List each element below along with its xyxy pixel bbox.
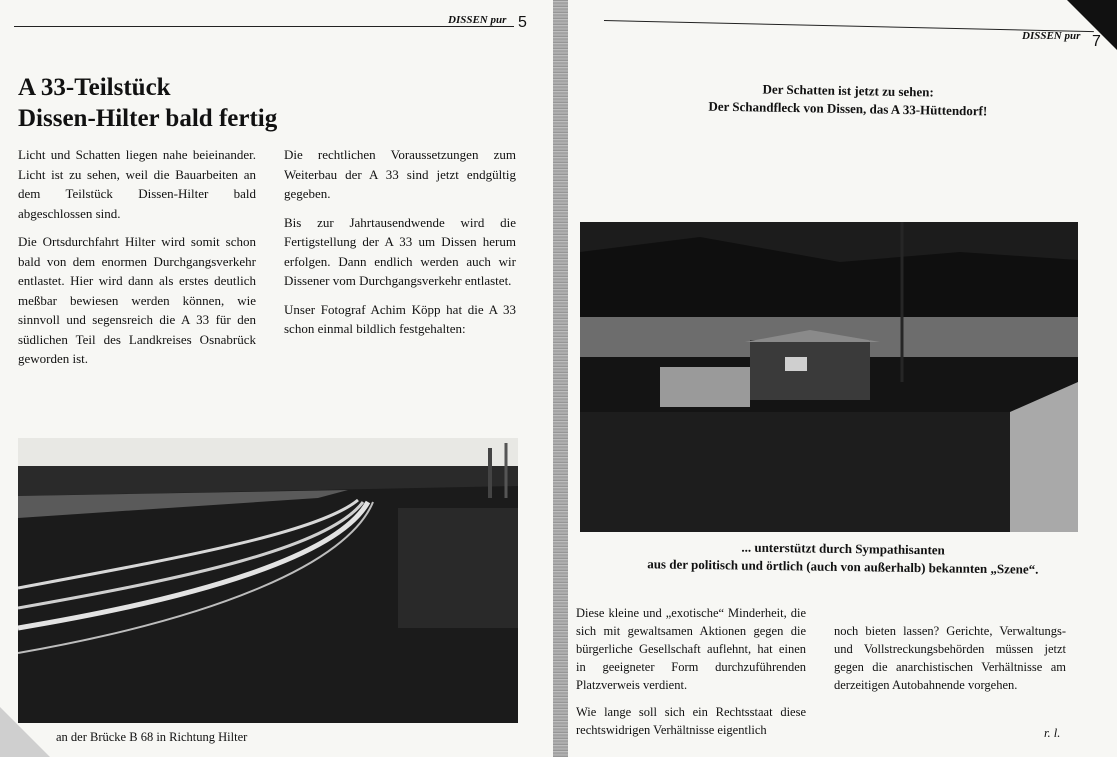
highway-photo [18,438,518,723]
folded-corner [0,707,50,757]
author-signature: r. l. [1044,726,1061,740]
article-column-2 [834,622,1066,703]
torn-corner [1067,0,1117,50]
headline-line-1: A 33-Teilstück [18,74,171,101]
header-logo: DISSEN pur [448,14,507,26]
binding-gutter [553,0,568,757]
article-column-2 [284,145,516,348]
header-rule [604,20,1094,32]
headline [18,72,277,134]
left-page [0,0,553,757]
photo-caption: an der Brücke B 68 in Richtung Hilter [56,730,248,744]
photo-title-line-2: Der Schandfleck von Dissen, das A 33-Hüttendorf! [708,98,988,119]
photo-title [658,79,1039,122]
photo-caption [608,537,1078,580]
right-page [568,0,1117,757]
paragraph: Licht und Schatten liegen nahe beieinander. Licht ist zu sehen, weil die Bauarbeiten an dem Teilstück Dissen-Hilter bald abgeschlossen sind. [18,147,256,221]
paragraph: Unser Fotograf Achim Köpp hat die A 33 schon einmal bildlich festgehalten: [284,301,516,336]
photo-caption-line-2: aus der politisch und örtlich (auch von außerhalb) bekannten „Szene“. [647,556,1039,577]
header-rule [14,26,514,27]
article-column-1 [18,145,256,378]
paragraph: noch bieten lassen? Gerichte, Verwaltungs- und Vollstreckungsbehörden müssen jetzt gegen die anarchistischen Verhältnisse am derzeitigen Autobahnende vorgehen. [834,624,1066,692]
page-number: 5 [518,14,527,31]
paragraph: Diese kleine und „exotische“ Minderheit, die sich mit gewaltsamen Aktionen gegen die bürgerliche Gesellschaft auflehnt, hat einen in geeigneter Form durchzuführenden Platzverweis verdient. [576,606,806,692]
photo-title-line-1: Der Schatten ist jetzt zu sehen: [762,81,934,100]
paragraph: Bis zur Jahrtausendwende wird die Fertigstellung der A 33 um Dissen herum erfolgen. Dann endlich werden auch wir Dissener vom Durchgangsverkehr entlastet. [284,214,516,288]
paragraph: Die rechtlichen Voraussetzungen zum Weiterbau der A 33 sind jetzt endgültig gegeben. [284,147,516,201]
paragraph: Die Ortsdurchfahrt Hilter wird somit schon bald von dem enormen Durchgangsverkehr entlastet. Hier wird dann als erstes deutlich meßbar bewiesen werden können, wie sinnvoll und segensreich die A 33 für den südlichen Teil des Landkreises Osnabrück geworden ist. [18,234,256,366]
header-logo: DISSEN pur [1022,30,1081,42]
camp-photo [580,222,1078,532]
paragraph: Wie lange soll sich ein Rechtsstaat diese rechtswidrigen Verhältnisse eigentlich [576,705,806,737]
photo-caption-line-1: ... unterstützt durch Sympathisanten [741,539,945,558]
headline-line-2: Dissen-Hilter bald fertig [18,105,278,132]
page-number: 7 [1092,33,1101,50]
article-column-1 [576,604,806,748]
